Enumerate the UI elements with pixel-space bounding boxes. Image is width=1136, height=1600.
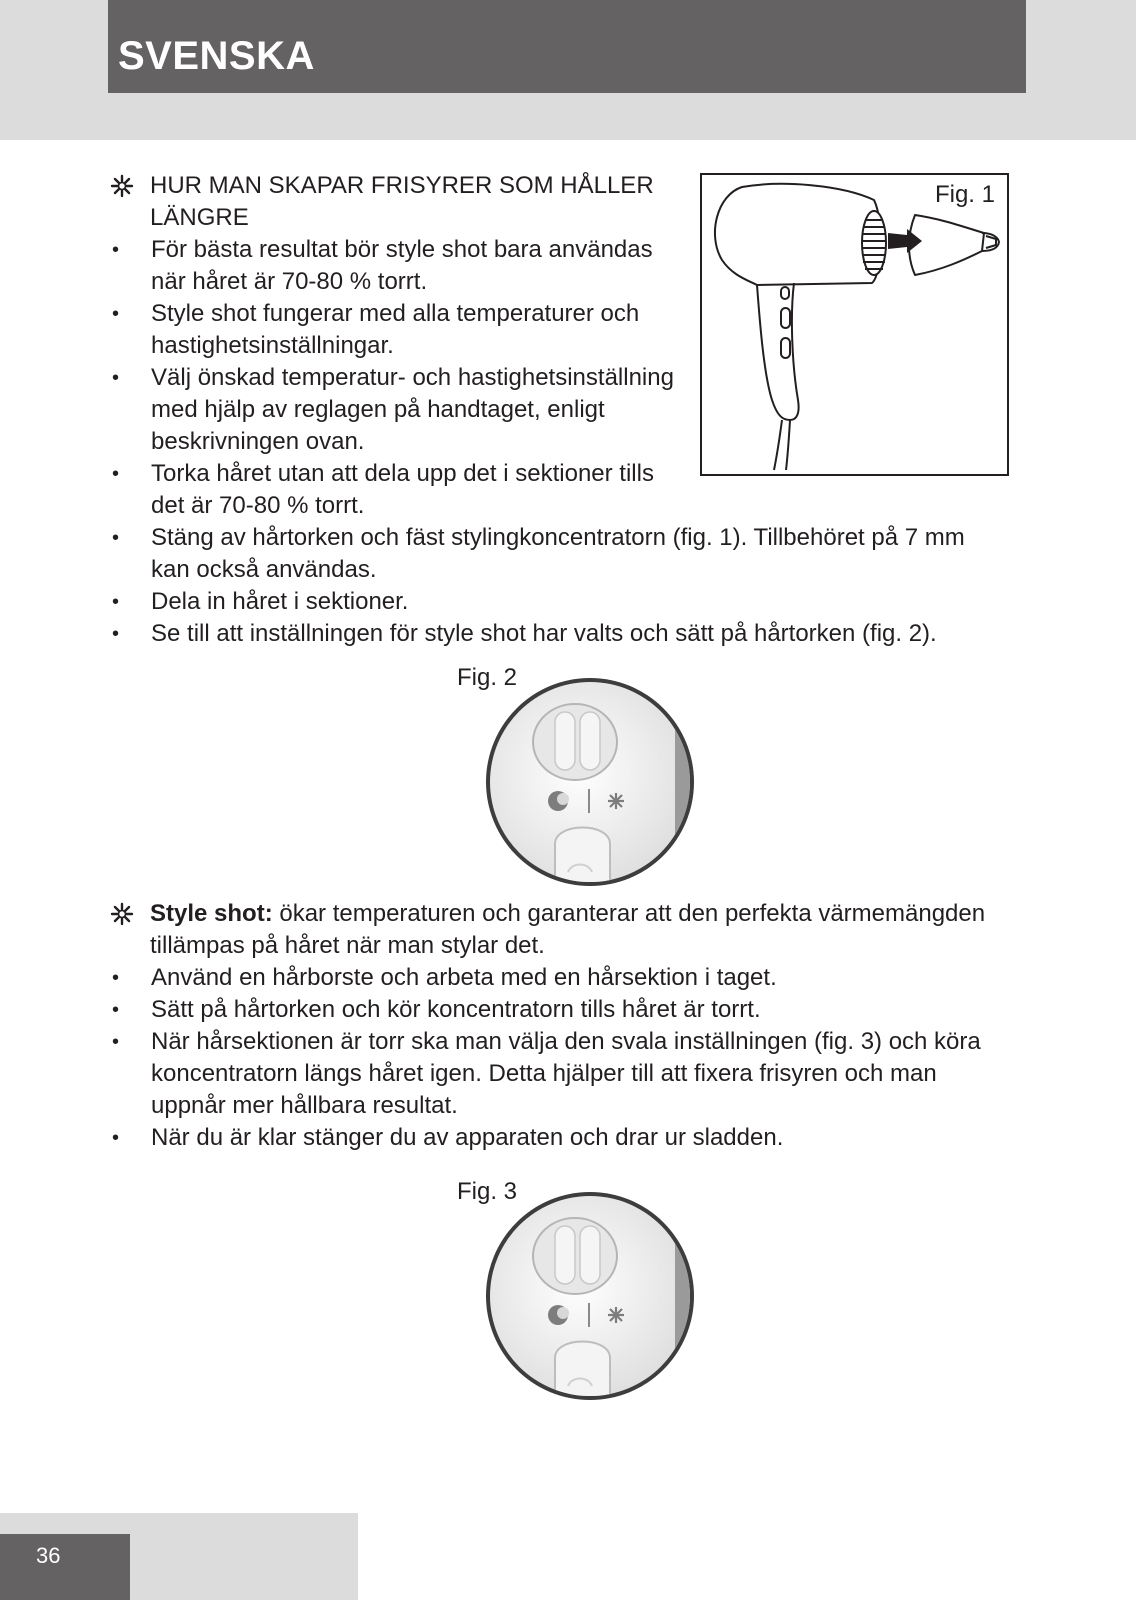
snowflake-star-icon [110,170,150,202]
section-styling-longer [110,170,690,522]
figure-3-label: Fig. 3 [457,1178,518,1205]
section-heading-text [150,898,1010,962]
section-styling-steps [110,522,1010,650]
section-style-shot [110,898,1010,1154]
list-item: • Dela in håret i sektioner. [110,586,1010,618]
style-shot-description: ökar temperaturen och garanterar att den perfekta värmemängden tillämpas på håret när man stylar det. [150,900,986,959]
style-shot-term: Style shot: [150,900,273,927]
list-item: • Torka håret utan att dela upp det i sektioner tills det är 70-80 % torrt. [110,458,690,522]
list-item: • Stäng av hårtorken och fäst stylingkoncentratorn (fig. 1). Tillbehöret på 7 mm kan också användas. [110,522,1010,586]
figure-1-label: Fig. 1 [934,181,995,208]
section-heading [110,170,690,234]
section-heading-text: HUR MAN SKAPAR FRISYRER SOM HÅLLER LÄNGRE [150,172,654,231]
section-heading [110,898,1010,962]
list-item: • När hårsektionen är torr ska man välja den svala inställningen (fig. 3) och köra koncentratorn längs håret igen. Detta hjälper till att fixera frisyren och man uppnår mer hållbara resultat. [110,1026,1010,1122]
list-item: • När du är klar stänger du av apparaten och drar ur sladden. [110,1122,1010,1154]
bullet-list [110,522,1010,650]
page-number-box [0,1534,130,1600]
hair-dryer-illustration [702,175,1007,474]
list-item: • Välj önskad temperatur- och hastighetsinställning med hjälp av reglagen på handtaget, enligt beskrivningen ovan. [110,362,690,458]
page-number: 36 [36,1543,61,1568]
language-title: SVENSKA [118,34,315,78]
figure-3-switch-closeup [480,1186,700,1406]
list-item: • Använd en hårborste och arbeta med en hårsektion i taget. [110,962,1010,994]
figure-1 [700,173,1009,476]
bullet-list [110,962,1010,1154]
list-item: • Se till att inställningen för style shot har valts och sätt på hårtorken (fig. 2). [110,618,1010,650]
list-item: • För bästa resultat bör style shot bara användas när håret är 70-80 % torrt. [110,234,690,298]
figure-2-label: Fig. 2 [457,664,518,691]
list-item: • Sätt på hårtorken och kör koncentratorn tills håret är torrt. [110,994,1010,1026]
figure-2-switch-closeup [480,672,700,892]
list-item: • Style shot fungerar med alla temperaturer och hastighetsinställningar. [110,298,690,362]
bullet-list [110,234,690,522]
snowflake-star-icon [110,898,150,930]
